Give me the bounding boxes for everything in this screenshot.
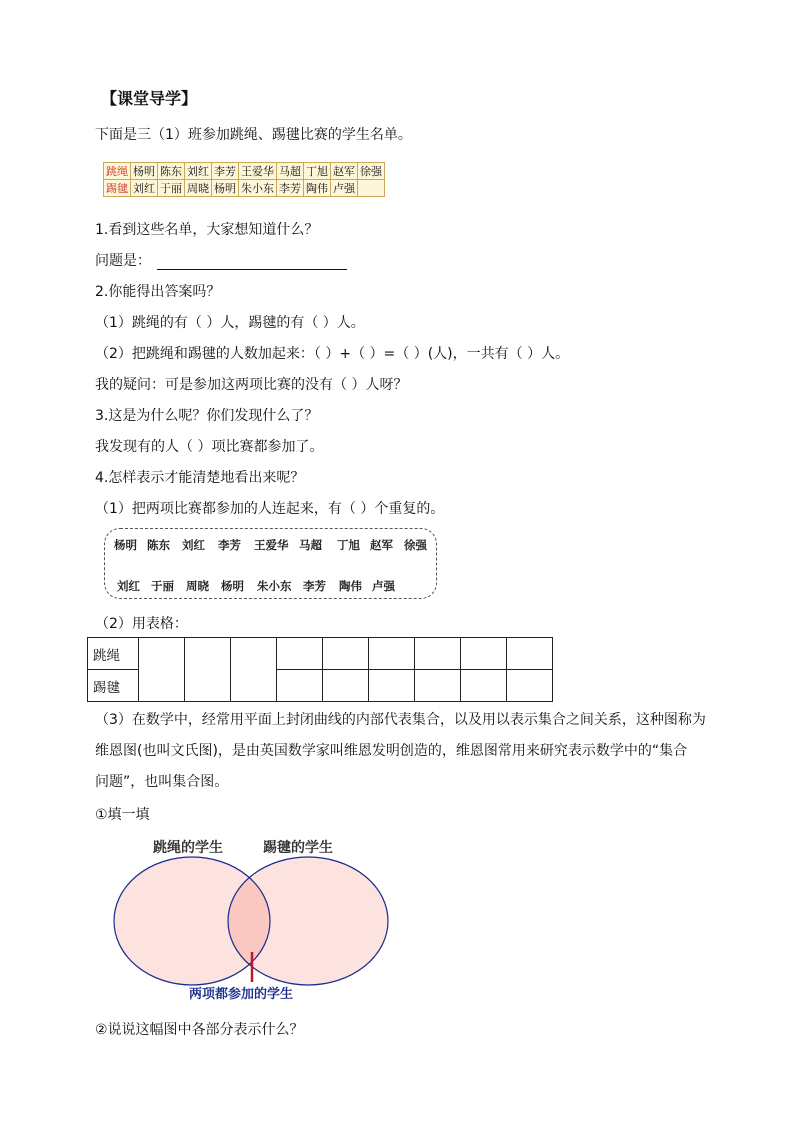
name-cell: 赵军 [331,163,358,180]
grid-cell[interactable] [323,638,369,670]
box-name: 赵军 [370,538,393,552]
box-name: 杨明 [114,538,137,552]
question-1-answer [95,250,347,270]
box-name: 刘红 [117,579,140,593]
name-cell: 丁旭 [304,163,331,180]
name-cell: 陶伟 [304,180,331,197]
venn-paragraph-line-2: 维恩图(也叫文氏图)，是由英国数学家叫维恩发明创造的，维恩图常用来研究表示数学中的“集合 [95,743,688,759]
table-row-jump-rope [104,163,385,180]
answer-label: 问题是： [95,253,151,269]
grid-cell[interactable] [369,670,415,702]
name-cell: 周晓 [185,180,212,197]
name-cell: 刘红 [131,180,158,197]
box-name: 王爱华 [254,538,289,552]
box-name: 陈东 [147,538,170,552]
section-title: 【课堂导学】 [101,89,198,108]
grid-cell[interactable] [277,638,323,670]
grid-label-shuttlecock: 踢毽 [88,670,139,702]
venn-diagram [100,830,400,1010]
venn-left-label: 跳绳的学生 [153,840,223,856]
intro-text: 下面是三（1）班参加跳绳、踢毽比赛的学生名单。 [95,127,412,143]
question-2-2: （2）把跳绳和踢毽的人数加起来：（ ）+（ ）=（ ）(人)，一共有（ ）人。 [95,346,570,362]
box-name: 李芳 [218,538,241,552]
names-table [103,162,385,197]
name-cell: 卢强 [331,180,358,197]
question-3-answer: 我发现有的人（ ）项比赛都参加了。 [95,439,324,455]
question-2-doubt: 我的疑问：可是参加这两项比赛的没有（ ）人呀？ [95,377,408,393]
grid-cell[interactable] [231,638,277,702]
question-4-2: （2）用表格： [95,616,188,632]
grid-cell[interactable] [507,670,553,702]
question-2: 2.你能得出答案吗？ [95,284,221,300]
grid-cell[interactable] [415,638,461,670]
venn-intersection-label: 两项都参加的学生 [189,987,294,1002]
grid-row-jump-rope [88,638,553,670]
name-cell: 于丽 [158,180,185,197]
name-cell: 李芳 [212,163,239,180]
box-name: 于丽 [151,579,174,593]
fill-in-label: ①填一填 [95,807,150,823]
grid-cell[interactable] [185,638,231,702]
name-cell: 李芳 [277,180,304,197]
venn-paragraph-line-3: 问题”，也叫集合图。 [95,774,229,790]
box-name: 陶伟 [339,579,362,593]
name-cell: 刘红 [185,163,212,180]
grid-cell[interactable] [277,670,323,702]
answer-blank[interactable] [157,255,347,270]
grid-cell[interactable] [139,638,185,702]
question-3: 3.这是为什么呢？你们发现什么了？ [95,408,319,424]
name-cell: 朱小东 [239,180,277,197]
question-2-1: （1）跳绳的有（ ）人，踢毽的有（ ）人。 [95,315,365,331]
name-cell: 陈东 [158,163,185,180]
name-cell: 徐强 [358,163,385,180]
discuss-prompt: ②说说这幅图中各部分表示什么？ [95,1022,304,1038]
box-name: 朱小东 [257,579,292,593]
grid-cell[interactable] [369,638,415,670]
venn-right-label: 踢毽的学生 [263,840,333,856]
grid-cell[interactable] [461,638,507,670]
box-name: 卢强 [372,579,395,593]
grid-cell[interactable] [323,670,369,702]
grid-cell[interactable] [461,670,507,702]
row-label-shuttlecock: 踢毽 [104,180,131,197]
name-cell [358,180,385,197]
box-name: 丁旭 [337,538,360,552]
name-cell: 马超 [277,163,304,180]
box-name: 周晓 [186,579,209,593]
venn-paragraph-line-1: （3）在数学中，经常用平面上封闭曲线的内部代表集合，以及用以表示集合之间关系，这种图称为 [95,712,706,728]
box-name: 马超 [299,538,322,552]
name-cell: 杨明 [131,163,158,180]
question-1: 1.看到这些名单，大家想知道什么？ [95,222,319,238]
question-4: 4.怎样表示才能清楚地看出来呢？ [95,470,305,486]
box-name: 李芳 [303,579,326,593]
grid-cell[interactable] [507,638,553,670]
grid-label-jump-rope: 跳绳 [88,638,139,670]
name-cell: 王爱华 [239,163,277,180]
answer-grid [87,637,553,702]
question-4-1: （1）把两项比赛都参加的人连起来，有（ ）个重复的。 [95,501,445,517]
box-name: 刘红 [182,538,205,552]
row-label-jump-rope: 跳绳 [104,163,131,180]
name-cell: 杨明 [212,180,239,197]
box-name: 杨明 [221,579,244,593]
table-row-shuttlecock [104,180,385,197]
grid-cell[interactable] [415,670,461,702]
box-name: 徐强 [404,538,427,552]
